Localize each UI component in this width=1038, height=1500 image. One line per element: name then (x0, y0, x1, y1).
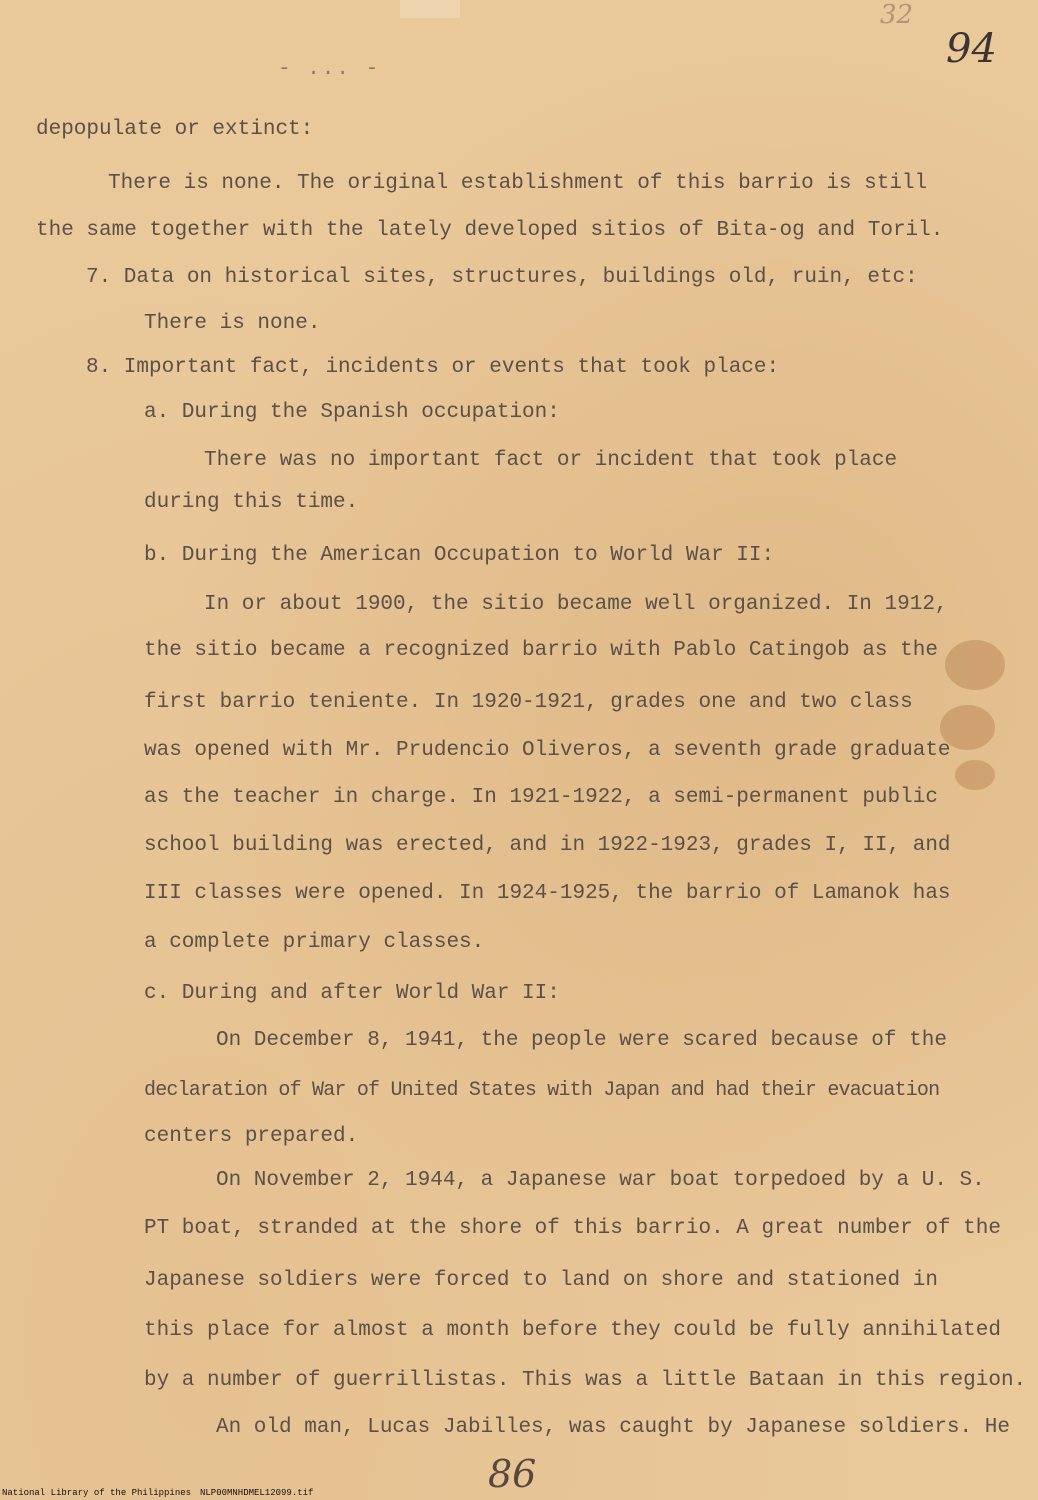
text-line: the same together with the lately developed sitios of Bita-og and Toril. (36, 219, 944, 242)
right-page-number: 94 (946, 26, 997, 72)
text-line: the sitio became a recognized barrio with Pablo Catingob as the (144, 639, 938, 662)
text-line: depopulate or extinct: (36, 118, 314, 141)
top-page-number: 32 (880, 0, 914, 30)
text-line: PT boat, stranded at the shore of this barrio. A great number of the (144, 1217, 1001, 1240)
text-line: 7. Data on historical sites, structures, buildings old, ruin, etc: (86, 266, 918, 289)
water-stain (945, 640, 1005, 690)
text-line: by a number of guerrillistas. This was a little Bataan in this region. (144, 1369, 1027, 1392)
text-line: b. During the American Occupation to World War II: (144, 544, 775, 567)
text-line: On December 8, 1941, the people were scared because of the (216, 1029, 947, 1052)
text-line: In or about 1900, the sitio became well organized. In 1912, (204, 593, 948, 616)
water-stain (955, 760, 995, 790)
text-line: declaration of War of United States with Japan and had their evacuation (144, 1079, 940, 1102)
text-line: was opened with Mr. Prudencio Oliveros, a seventh grade graduate (144, 739, 951, 762)
text-line: a. During the Spanish occupation: (144, 401, 560, 424)
text-line: this place for almost a month before they could be fully annihilated (144, 1319, 1001, 1342)
text-line: Japanese soldiers were forced to land on shore and stationed in (144, 1269, 938, 1292)
text-line: c. During and after World War II: (144, 982, 560, 1005)
text-line: as the teacher in charge. In 1921-1922, a semi-permanent public (144, 786, 938, 809)
text-line: There is none. (144, 312, 321, 335)
page-heading: - ... - (278, 58, 381, 81)
footer-library: National Library of the Philippines (2, 1488, 192, 1498)
text-line: 8. Important fact, incidents or events that took place: (86, 356, 780, 379)
text-line: There is none. The original establishment of this barrio is still (108, 172, 928, 195)
text-line: during this time. (144, 491, 359, 514)
footer-filename: NLP00MNHDMEL12099.tif (200, 1488, 314, 1498)
text-line: school building was erected, and in 1922-1923, grades I, II, and (144, 834, 951, 857)
text-line: There was no important fact or incident that took place (204, 449, 898, 472)
text-line: On November 2, 1944, a Japanese war boat torpedoed by a U. S. (216, 1169, 985, 1192)
text-line: first barrio teniente. In 1920-1921, grades one and two class (144, 691, 913, 714)
text-line: III classes were opened. In 1924-1925, the barrio of Lamanok has (144, 882, 951, 905)
text-line: An old man, Lucas Jabilles, was caught by Japanese soldiers. He (216, 1416, 1010, 1439)
bottom-page-number: 86 (488, 1452, 537, 1496)
text-line: a complete primary classes. (144, 931, 485, 954)
text-line: centers prepared. (144, 1125, 359, 1148)
paper-tear (400, 0, 460, 18)
